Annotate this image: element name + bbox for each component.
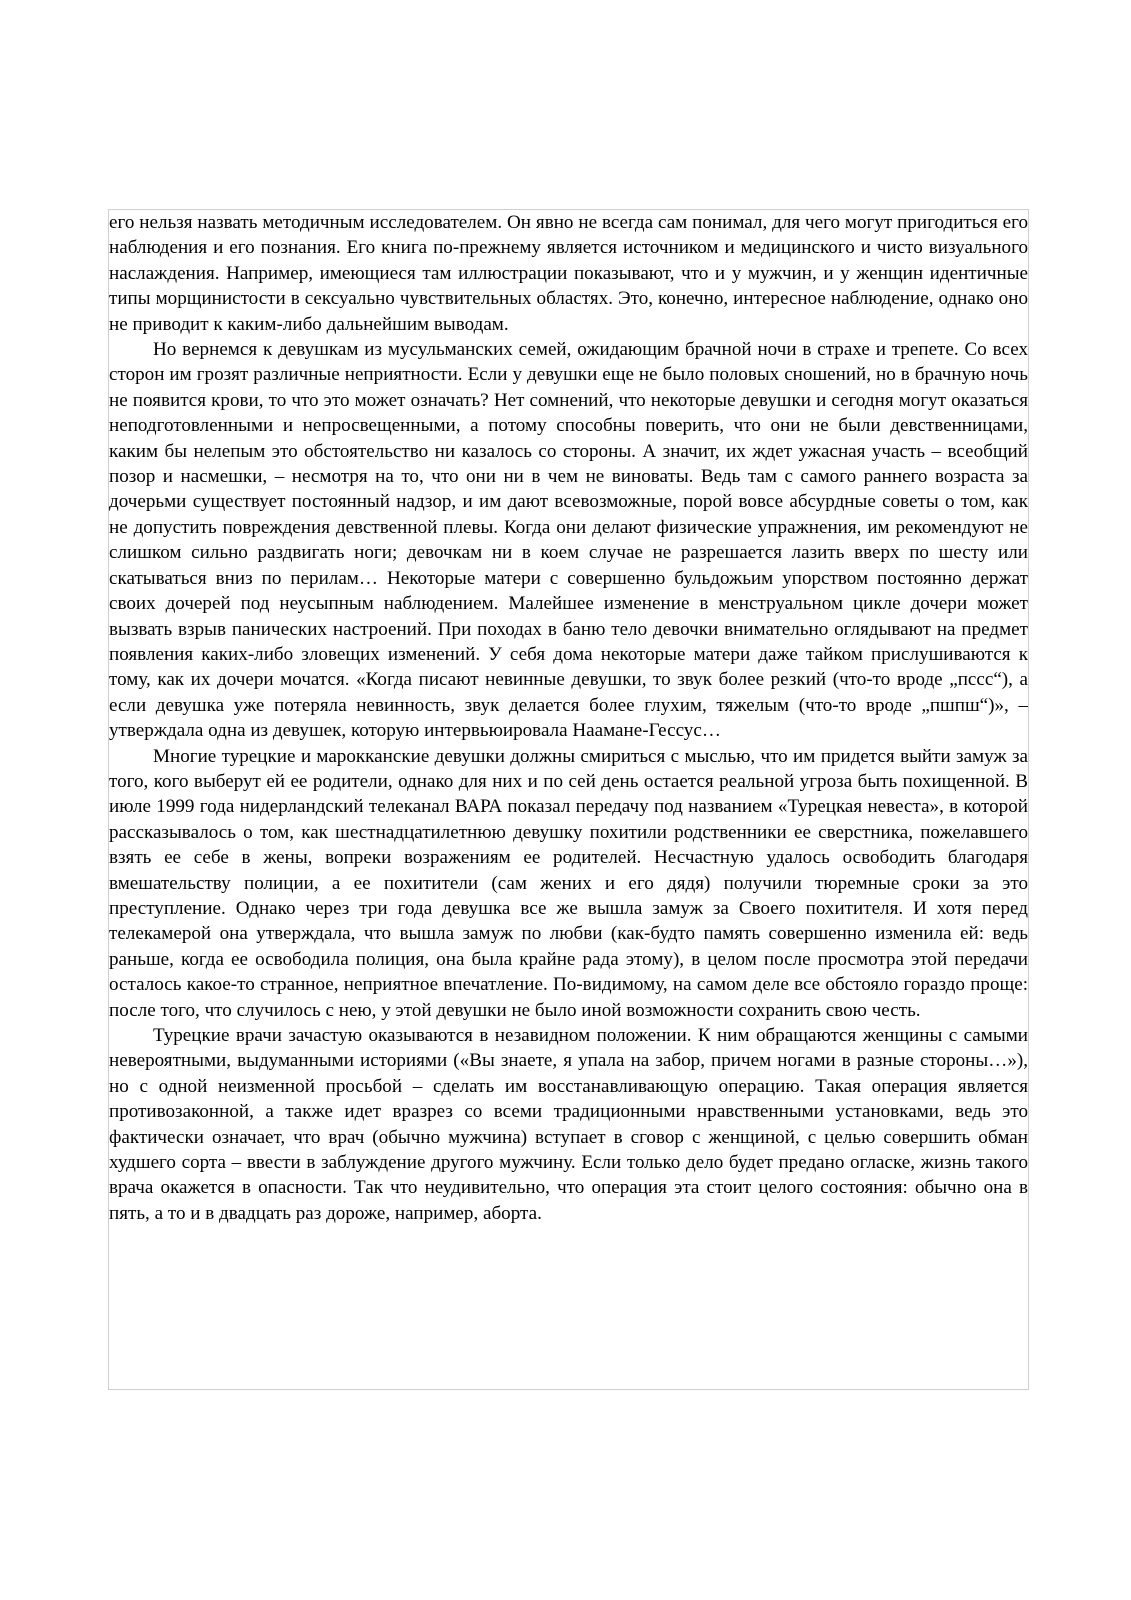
text-frame (108, 209, 1029, 1390)
paragraph-4: Турецкие врачи зачастую оказываются в незавидном положении. К ним обращаются женщины с самыми невероятными, выдуманными историями («Вы знаете, я упала на забор, причем ногами в разные стороны…»), но с одной неизменной просьбой – сделать им восстанавливающую операцию. Такая операция является противозаконной, а также идет вразрез со всеми традиционными нравственными установками, ведь это фактически означает, что врач (обычно мужчина) вступает в сговор с женщиной, с целью совершить обман худшего сорта – ввести в заблуждение другого мужчину. Если только дело будет предано огласке, жизнь такого врача окажется в опасности. Так что неудивительно, что операция эта стоит целого состояния: обычно она в пять, а то и в двадцать раз дороже, например, аборта. (109, 1025, 1028, 1224)
paragraph-2: Но вернемся к девушкам из мусульманских семей, ожидающим брачной ночи в страхе и трепете. Со всех сторон им грозят различные неприятности. Если у девушки еще не было половых сношений, но в брачную ночь не появится крови, то что это может означать? Нет сомнений, что некоторые девушки и сегодня могут оказаться неподготовленными и непросвещенными, а потому способны поверить, что они не были девственницами, каким бы нелепым это обстоятельство ни казалось со стороны. А значит, их ждет ужасная участь – всеобщий позор и насмешки, – несмотря на то, что они ни в чем не виноваты. Ведь там с самого раннего возраста за дочерьми существует постоянный надзор, и им дают всевозможные, порой вовсе абсурдные советы о том, как не допустить повреждения девственной плевы. Когда они делают физические упражнения, им рекомендуют не слишком сильно раздвигать ноги; девочкам ни в коем случае не разрешается лазить вверх по шесту или скатываться вниз по перилам… Некоторые матери с совершенно бульдожьим упорством постоянно держат своих дочерей под неусыпным наблюдением. Малейшее изменение в менструальном цикле дочери может вызвать взрыв панических настроений. При походах в баню тело девочки внимательно оглядывают на предмет появления каких-либо зловещих изменений. У себя дома некоторые матери даже тайком прислушиваются к тому, как их дочери мочатся. «Когда писают невинные девушки, то звук более резкий (что-то вроде „пссс“), а если девушка уже потеряла невинность, звук делается более глухим, тяжелым (что-то вроде „пшпш“)», – утверждала одна из девушек, которую интервьюировала Наамане-Гессус… (109, 339, 1028, 742)
paragraph-3: Многие турецкие и марокканские девушки должны смириться с мыслью, что им придется выйти замуж за того, кого выберут ей ее родители, однако для них и по сей день остается реальной угроза быть похищенной. В июле 1999 года нидерландский телеканал ВАРА показал передачу под названием «Турецкая невеста», в которой рассказывалось о том, как шестнадцатилетнюю девушку похитили родственники ее сверстника, пожелавшего взять ее себе в жены, вопреки возражениям ее родителей. Несчастную удалось освободить благодаря вмешательству полиции, а ее похитители (сам жених и его дядя) получили тюремные сроки за это преступление. Однако через три года девушка все же вышла замуж за Своего похитителя. И хотя перед телекамерой она утверждала, что вышла замуж по любви (как-будто память совершенно изменила ей: ведь раньше, когда ее освободила полиция, она была крайне рада этому), в целом после просмотра этой передачи осталось какое-то странное, неприятное впечатление. По-видимому, на самом деле все обстояло гораздо проще: после того, что случилось с нею, у этой девушки не было иной возможности сохранить свою честь. (109, 745, 1028, 1021)
text-body (109, 210, 1028, 1226)
paragraph-1: его нельзя назвать методичным исследователем. Он явно не всегда сам понимал, для чего могут пригодиться его наблюдения и его познания. Его книга по-прежнему является источником и медицинского и чисто визуального наслаждения. Например, имеющиеся там иллюстрации показывают, что и у мужчин, и у женщин идентичные типы морщинистости в сексуально чувствительных областях. Это, конечно, интересное наблюдение, однако оно не приводит к каким-либо дальнейшим выводам. (109, 212, 1028, 335)
